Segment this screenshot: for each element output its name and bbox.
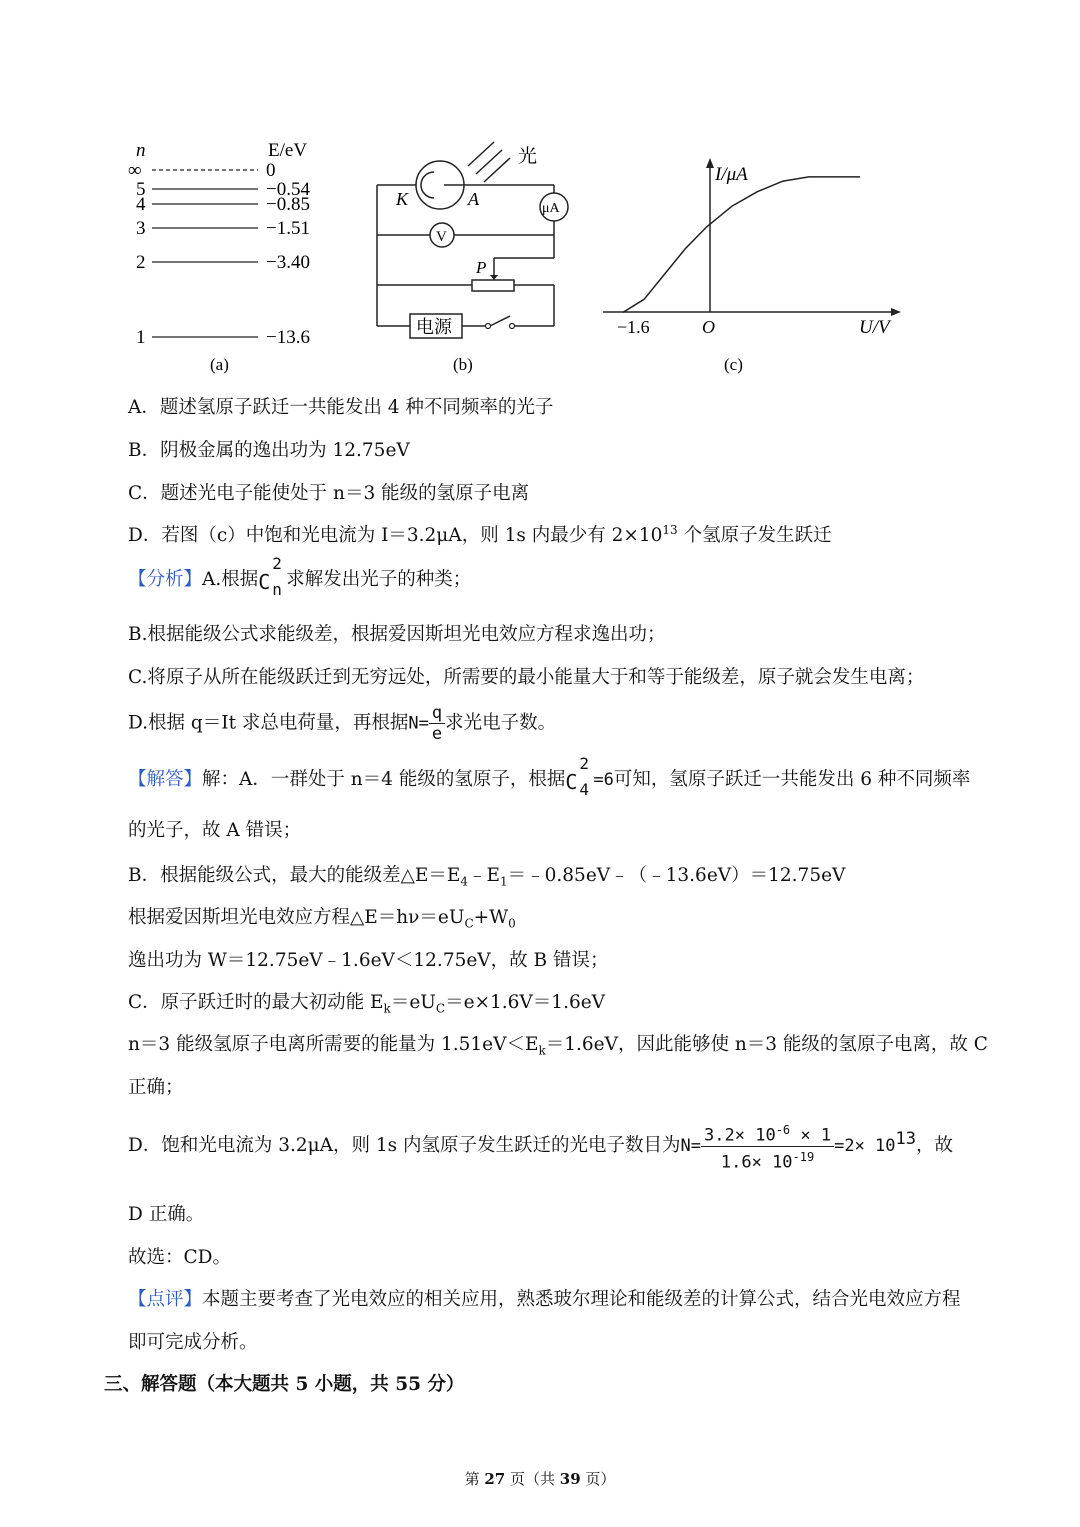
switch	[490, 316, 510, 326]
iu-curve	[623, 177, 860, 312]
analysis-b: B.根据能级公式求能级差，根据爱因斯坦光电效应方程求逸出功；	[128, 624, 666, 645]
combination-formula: C 2 n	[258, 554, 282, 599]
option-b: B．阴极金属的逸出功为 12.75eV	[128, 440, 410, 461]
level-n-2: 2	[136, 252, 146, 273]
ammeter-label: μA	[542, 201, 560, 216]
y-axis-arrow	[706, 158, 714, 168]
level-e-2: −3.40	[266, 252, 310, 273]
comment-tag: 【点评】	[128, 1289, 203, 1310]
tick-label: −1.6	[617, 317, 650, 337]
energy-axis-label: E/eV	[268, 140, 308, 161]
solution-c2: n＝3 能级氢原子电离所需要的能量为 $1.51eV<E_k=1.6eV$，因此能够使 n＝3 能级的氢原子电离，故 C	[128, 1034, 988, 1058]
figure-c-label: (c)	[724, 355, 743, 374]
solution-c3: 正确；	[128, 1077, 184, 1098]
level-n-3: 3	[136, 218, 146, 239]
light-label: 光	[518, 146, 538, 167]
fraction: $\frac{q}{e}$	[429, 703, 445, 744]
analysis-tag: 【分析】	[128, 569, 203, 590]
level-e-inf: 0	[266, 160, 276, 181]
level-e-4: −0.85	[266, 194, 310, 215]
anode-label: A	[468, 189, 479, 209]
analysis-c: C.将原子从所在能级跃迁到无穷远处，所需要的最小能量大于和等于能级差，原子就会发生电离；	[128, 667, 925, 688]
light-arrow	[468, 142, 494, 166]
level-n-1: 1	[136, 327, 146, 348]
x-axis-arrow	[891, 308, 901, 316]
iu-chart	[595, 130, 910, 380]
page-footer: 第 27 页（共 39 页）	[464, 1470, 616, 1488]
option-d: D．若图（c）中饱和光电流为 I＝3.2μA，则 1s 内最少有 $2\times 10^{13}$ 个氢原子发生跃迁	[128, 522, 832, 546]
solution-a: 【解答】解：A．一群处于 n＝4 能级的氢原子，根据 C 2 4 =6可知，氢原子跃迁一共能发出 6 种不同频率	[128, 754, 971, 799]
comment-line2: 即可完成分析。	[128, 1332, 258, 1353]
switch-contact	[486, 324, 491, 329]
figure-a-label: (a)	[210, 355, 229, 374]
solution-d: D．饱和光电流为 3.2μA，则 1s 内氢原子发生跃迁的光电子数目为N= $\frac{3.2\times 10^{-6} \times 1}{1.6\times 10^{-19}}$ $=2\times 10^{13}$，故	[128, 1120, 953, 1172]
solution-a-line2: 的光子，故 A 错误；	[128, 820, 302, 841]
solution-b1: B．根据能级公式，最大的能级差$\triangle E=E_4﹣E_1=﹣0.85eV﹣(﹣13.6eV)=12.75eV$	[128, 865, 846, 889]
light-arrow	[476, 150, 502, 174]
slider-label: P	[476, 258, 487, 277]
level-e-1: −13.6	[266, 327, 310, 348]
solution-tag: 【解答】	[128, 769, 203, 790]
circuit-diagram	[360, 130, 570, 380]
y-axis-label: I/μA	[715, 164, 748, 185]
energy-level-diagram	[120, 130, 350, 380]
solution-choice: 故选：CD。	[128, 1247, 231, 1268]
comment-line1: 【点评】本题主要考查了光电效应的相关应用，熟悉玻尔理论和能级差的计算公式，结合光电效应方程	[128, 1289, 961, 1310]
switch-contact	[510, 324, 515, 329]
level-n-inf: ∞	[128, 160, 142, 181]
section-title: 三、解答题（本大题共 5 小题，共 55 分）	[104, 1374, 465, 1395]
option-a: A．题述氢原子跃迁一共能发出 4 种不同频率的光子	[128, 397, 554, 418]
fraction: $\frac{3.2\times 10^{-6} \times 1}{1.6\times 10^{-19}}$	[701, 1120, 834, 1172]
source-label: 电源	[416, 317, 452, 337]
combination-formula: C 2 4	[565, 754, 589, 799]
cathode-label: K	[396, 189, 409, 209]
n-axis-label: n	[136, 140, 146, 161]
solution-c1: C．原子跃迁时的最大初动能 $E_k=eU_C=e\times 1.6V=1.6eV$	[128, 992, 606, 1016]
solution-b2: 根据爱因斯坦光电效应方程$\triangle E=h\nu=eU_C+W_0$	[128, 907, 516, 931]
figure-b-label: (b)	[453, 355, 473, 374]
solution-b3: 逸出功为 W＝12.75eV﹣1.6eV＜12.75eV，故 B 错误；	[128, 950, 609, 971]
origin-label: O	[702, 317, 715, 337]
voltmeter-label: V	[436, 229, 447, 245]
level-e-5: −0.54	[266, 179, 310, 200]
solution-d-line2: D 正确。	[128, 1204, 205, 1225]
x-axis-label: U/V	[859, 317, 890, 338]
level-n-5: 5	[136, 179, 146, 200]
analysis-d: D.根据 q＝It 求总电荷量，再根据N= $\frac{q}{e}$ 求光电子数。	[128, 703, 557, 744]
rheostat	[472, 280, 514, 291]
analysis-a: 【分析】A.根据 C 2 n 求解发出光子的种类；	[128, 554, 472, 599]
level-e-3: −1.51	[266, 218, 310, 239]
option-c: C．题述光电子能使处于 n＝3 能级的氢原子电离	[128, 483, 530, 504]
light-arrow	[484, 158, 510, 182]
cathode	[421, 172, 434, 198]
level-n-4: 4	[136, 194, 146, 215]
